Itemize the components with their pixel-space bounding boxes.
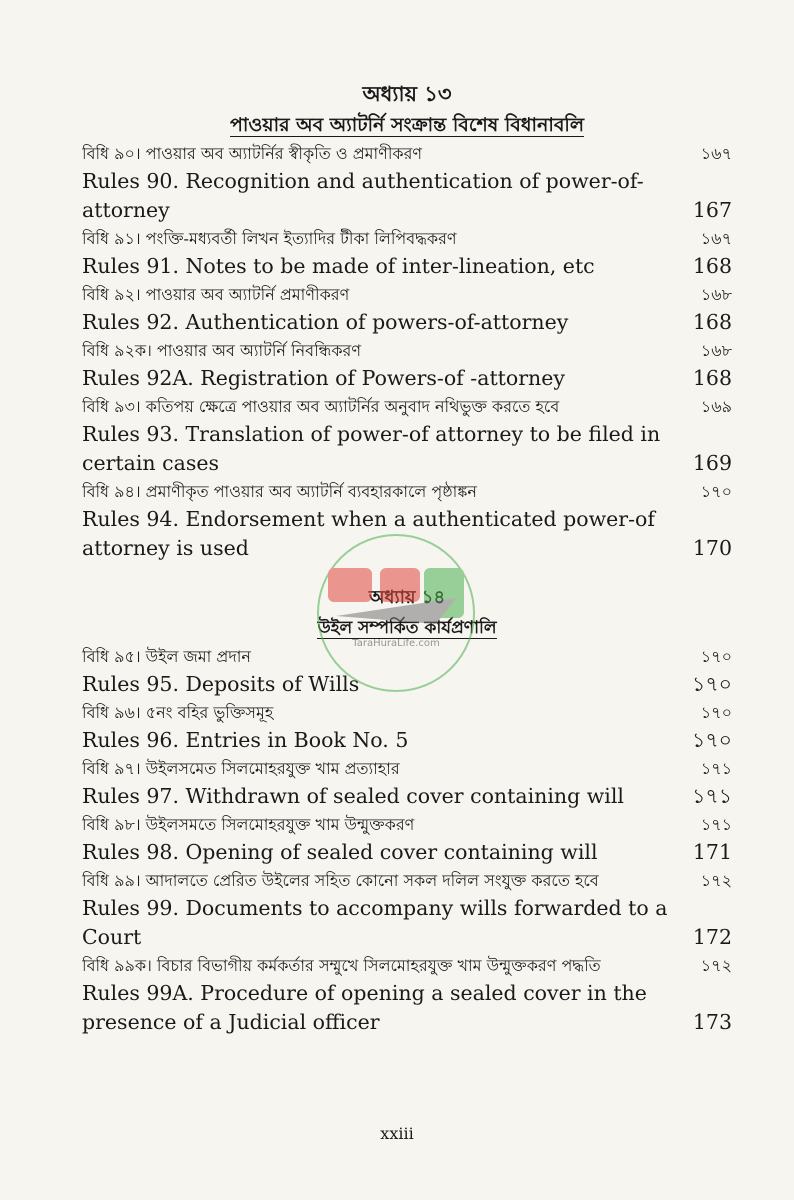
toc-entry-page: 169 (692, 451, 732, 475)
toc-entry (82, 867, 732, 894)
toc-entry (82, 726, 732, 755)
chapter-13-entries (82, 140, 732, 563)
toc-entry (82, 337, 732, 364)
toc-entry-title: বিধি ৯৯। আদালতে প্রেরিত উইলের সহিত কোনো সকল দলিল সংযুক্ত করতে হবে (82, 871, 599, 890)
toc-entry-page: ১৬৮ (700, 341, 732, 360)
toc-entry-page: ১৭২ (700, 956, 732, 975)
toc-entry-page: ১৭১ (700, 759, 732, 778)
toc-entry-title: বিধি ৯৪। প্রমাণীকৃত পাওয়ার অব অ্যাটর্নি ব্যবহারকালে পৃষ্ঠাঙ্কন (82, 482, 477, 501)
toc-entry-page: 168 (692, 366, 732, 390)
watermark-logo (306, 528, 486, 698)
toc-entry (82, 478, 732, 505)
toc-entry-title: Rules 91. Notes to be made of inter-lineation, etc (82, 254, 595, 278)
toc-entry-page: ১৭০ (700, 482, 732, 501)
toc-entry-title: Rules 92. Authentication of powers-of-attorney (82, 310, 569, 334)
toc-entry-page: ১৭২ (700, 871, 732, 890)
toc-entry-title: বিধি ৯৩। কতিপয় ক্ষেত্রে পাওয়ার অব অ্যাটর্নির অনুবাদ নথিভুক্ত করতে হবে (82, 397, 560, 416)
toc-entry (82, 894, 732, 952)
chapter-13-subtitle (82, 110, 732, 140)
toc-entry-title: বিধি ৯২ক। পাওয়ার অব অ্যাটর্নি নিবন্ধিকরণ (82, 341, 361, 360)
toc-entry-title: Rules 95. Deposits of Wills (82, 672, 360, 696)
toc-entry-title: Rules 93. Translation of power-of attorney to be filed in certain cases (82, 422, 661, 475)
toc-entry (82, 281, 732, 308)
toc-entry-title: Rules 99. Documents to accompany wills forwarded to a Court (82, 896, 668, 949)
toc-entry-page: ১৭০ (700, 647, 732, 666)
toc-entry-page: 168 (692, 254, 732, 278)
toc-entry-page: 167 (692, 198, 732, 222)
toc-entry-title: Rules 94. Endorsement when a authenticated power-of attorney is used (82, 507, 655, 560)
toc-entry-title: বিধি ৯১। পংক্তি-মধ্যবর্তী লিখন ইত্যাদির টীকা লিপিবদ্ধকরণ (82, 229, 457, 248)
toc-entry-page: 171 (692, 840, 732, 864)
watermark-logo-icon (306, 528, 486, 698)
toc-entry (82, 225, 732, 252)
chapter-13-subtitle-text: পাওয়ার অব অ্যাটর্নি সংক্রান্ত বিশেষ বিধানাবলি (229, 114, 585, 136)
toc-entry-page: ১৬৭ (700, 229, 732, 248)
toc-entry-page: 172 (692, 925, 732, 949)
toc-entry-title: বিধি ৯৯ক। বিচার বিভাগীয় কর্মকর্তার সম্মুখে সিলমোহরযুক্ত খাম উন্মুক্তকরণ পদ্ধতি (82, 956, 601, 975)
toc-entry (82, 308, 732, 337)
watermark-site-text: TaraHuraLife.com (352, 638, 440, 649)
toc-entry-title: বিধি ৯৭। উইলসমেত সিলমোহরযুক্ত খাম প্রত্যাহার (82, 759, 400, 778)
toc-entry-title: Rules 96. Entries in Book No. 5 (82, 728, 409, 752)
toc-entry-page: ১৭০ (700, 703, 732, 722)
page-number: xxiii (380, 1124, 414, 1143)
toc-entry-page: ১৬৯ (700, 397, 732, 416)
toc-entry-title: বিধি ৯৬। ৫নং বহির ভুক্তিসমূহ (82, 703, 274, 722)
toc-entry-title: Rules 92A. Registration of Powers-of -attorney (82, 366, 565, 390)
toc-entry-page: ১৭০ (692, 672, 732, 696)
toc-entry (82, 140, 732, 167)
toc-entry-title: Rules 90. Recognition and authentication of power-of-attorney (82, 169, 644, 222)
toc-entry-title: বিধি ৯০। পাওয়ার অব অ্যাটর্নির স্বীকৃতি ও প্রমাণীকরণ (82, 144, 423, 163)
toc-entry (82, 420, 732, 478)
chapter-14-entries (82, 643, 732, 1037)
toc-entry (82, 167, 732, 225)
toc-entry-title: Rules 98. Opening of sealed cover containing will (82, 840, 598, 864)
toc-entry-page: ১৭০ (692, 728, 732, 752)
toc-entry (82, 755, 732, 782)
toc-entry-title: বিধি ৯৫। উইল জমা প্রদান (82, 647, 251, 666)
toc-entry (82, 811, 732, 838)
toc-entry (82, 838, 732, 867)
toc-entry-page: 170 (692, 536, 732, 560)
toc-entry (82, 393, 732, 420)
toc-entry (82, 364, 732, 393)
toc-entry-title: বিধি ৯৮। উইলসমতে সিলমোহরযুক্ত খাম উন্মুক্তকরণ (82, 815, 415, 834)
toc-entry (82, 252, 732, 281)
toc-entry (82, 699, 732, 726)
chapter-14-subtitle-text: উইল সম্পর্কিত কার্যপ্রণালি (317, 618, 497, 638)
toc-entry (82, 952, 732, 979)
toc-entry (82, 782, 732, 811)
toc-entry-title: বিধি ৯২। পাওয়ার অব অ্যাটর্নি প্রমাণীকরণ (82, 285, 350, 304)
toc-entry-page: ১৬৭ (700, 144, 732, 163)
toc-entry-title: Rules 99A. Procedure of opening a sealed cover in the presence of a Judicial officer (82, 981, 647, 1034)
chapter-13-title: অধ্যায় ১৩ (362, 81, 452, 106)
toc-entry-page: ১৬৮ (700, 285, 732, 304)
toc-entry-title: Rules 97. Withdrawn of sealed cover containing will (82, 784, 624, 808)
toc-entry-page: ১৭১ (692, 784, 732, 808)
toc-entry-page: 168 (692, 310, 732, 334)
toc-entry-page: 173 (692, 1010, 732, 1034)
toc-entry-page: ১৭১ (700, 815, 732, 834)
toc-entry (82, 979, 732, 1037)
